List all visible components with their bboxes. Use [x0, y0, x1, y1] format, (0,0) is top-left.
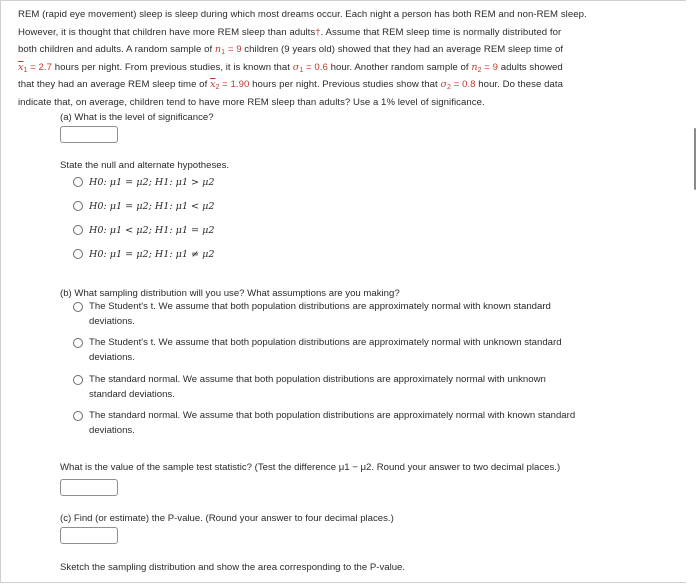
intro-line-4: $\overline{x}_1 = 2.7$ hours per night. From previous studies, it is known that $\sigma_1 = 0.6$ hour. Another random sample of $n_2 = 9$ adults showed	[18, 61, 563, 74]
radio-button[interactable]	[73, 411, 83, 421]
p-value-input[interactable]	[60, 527, 118, 544]
radio-button[interactable]	[73, 338, 83, 348]
hypotheses-prompt: State the null and alternate hypotheses.	[60, 160, 230, 171]
n2-value: $n_2 = 9$	[471, 61, 499, 74]
radio-button[interactable]	[73, 249, 83, 259]
radio-button[interactable]	[73, 201, 83, 211]
intro-line-3: both children and adults. A random sample of $n_1 = 9$ children (9 years old) showed that they had an average REM sleep time of	[18, 44, 564, 56]
hypothesis-option-4[interactable]: H0: μ1 = μ2; H1: μ1 ≠ μ2	[73, 249, 214, 260]
test-statistic-input[interactable]	[60, 479, 118, 496]
part-b-question: (b) What sampling distribution will you use? What assumptions are you making?	[60, 288, 400, 299]
radio-button[interactable]	[73, 302, 83, 312]
part-c-question: (c) Find (or estimate) the P-value. (Round your answer to four decimal places.)	[60, 513, 394, 524]
intro-line-2: However, it is thought that children have more REM sleep than adults†. Assume that REM sleep time is normally distributed for	[18, 26, 562, 38]
x2-value: $\overline{x}_2 = 1.90$	[210, 79, 250, 91]
radio-button[interactable]	[73, 177, 83, 187]
n1-value: $n_1 = 9$	[214, 44, 242, 56]
problem-statement	[18, 6, 680, 111]
intro-line-1: REM (rapid eye movement) sleep is sleep during which most dreams occur. Each night a person has both REM and non-REM sleep.	[18, 9, 587, 20]
hypothesis-option-3[interactable]: H0: μ1 < μ2; H1: μ1 = μ2	[73, 225, 214, 236]
intro-line-6: indicate that, on average, children tend to have more REM sleep than adults? Use a 1% level of significance.	[18, 96, 485, 108]
intro-line-5: that they had an average REM sleep time of $\overline{x}_2 = 1.90$ hours per night. Previous studies show that $\sigma_2 = 0.8$ hour. Do these data	[18, 79, 563, 91]
sigma2-value: $\sigma_2 = 0.8$	[440, 79, 476, 91]
significance-level-input[interactable]	[60, 126, 118, 143]
distribution-option-4[interactable]: The standard normal. We assume that both population distributions are approximately normal with known standard deviations.	[73, 409, 673, 438]
radio-button[interactable]	[73, 375, 83, 385]
distribution-option-3[interactable]: The standard normal. We assume that both population distributions are approximately normal with unknown standard deviations.	[73, 373, 673, 402]
sketch-prompt: Sketch the sampling distribution and show the area corresponding to the P-value.	[60, 562, 406, 573]
x1-value: $\overline{x}_1 = 2.7$	[18, 61, 52, 74]
radio-button[interactable]	[73, 225, 83, 235]
scrollbar-thumb[interactable]	[694, 128, 696, 190]
hypothesis-option-2[interactable]: H0: μ1 = μ2; H1: μ1 < μ2	[73, 201, 214, 212]
distribution-option-1[interactable]: The Student's t. We assume that both population distributions are approximately normal with known standard deviations.	[73, 300, 673, 329]
hypothesis-option-1[interactable]: H0: μ1 = μ2; H1: μ1 > μ2	[73, 177, 214, 188]
distribution-option-2[interactable]: The Student's t. We assume that both population distributions are approximately normal with unknown standard deviations.	[73, 336, 673, 365]
dagger-footnote-link[interactable]: †	[315, 26, 321, 38]
part-a-question: (a) What is the level of significance?	[60, 112, 214, 123]
test-statistic-question: What is the value of the sample test statistic? (Test the difference μ1 − μ2. Round your answer to two decimal places.)	[60, 462, 561, 473]
sigma1-value: $\sigma_1 = 0.6$	[292, 61, 328, 74]
